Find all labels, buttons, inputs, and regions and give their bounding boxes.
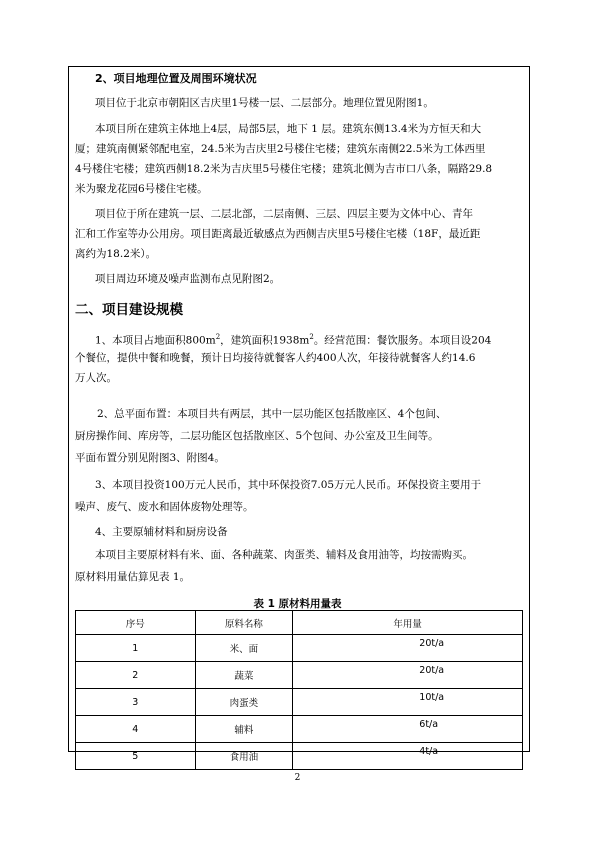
table-cell: 4 bbox=[76, 716, 196, 743]
paragraph-line: 平面布置分别见附图3、附图4。 bbox=[75, 452, 225, 464]
page-number: 2 bbox=[294, 773, 301, 783]
paragraph-line: 厨房操作间、库房等，二层功能区包括散座区、5个包间、办公室及卫生间等。 bbox=[75, 430, 439, 442]
table-cell: 5 bbox=[76, 743, 196, 770]
table-cell: 10t/a bbox=[293, 689, 523, 716]
table-row bbox=[76, 662, 523, 689]
paragraph-line: 4、主要原辅材料和厨房设备 bbox=[95, 526, 228, 538]
header-cell: 序号 bbox=[76, 611, 196, 635]
paragraph-line: 离约为18.2米）。 bbox=[75, 248, 157, 260]
table-cell: 20t/a bbox=[293, 635, 523, 662]
table-cell: 肉蛋类 bbox=[195, 689, 293, 716]
paragraph-line: 本项目所在建筑主体地上4层，局部5层，地下 1 层。建筑东侧13.4米为方恒天和大 bbox=[95, 123, 482, 135]
section-heading: 2、项目地理位置及周围环境状况 bbox=[95, 72, 257, 85]
paragraph-line: 1、本项目占地面积$800m^2$，建筑面积$1938m^2$。经营范围：餐饮服务。本项目设204 bbox=[95, 333, 492, 347]
table-cell: 食用油 bbox=[195, 743, 293, 770]
paragraph-line: 噪声、废气、废水和固体废物处理等。 bbox=[75, 501, 254, 513]
paragraph-line: 项目周边环境及噪声监测布点见附图2。 bbox=[95, 273, 281, 285]
table-cell: 辅料 bbox=[195, 716, 293, 743]
table-cell: 米、面 bbox=[195, 635, 293, 662]
table-cell: 3 bbox=[76, 689, 196, 716]
paragraph-line: 3、本项目投资100万元人民币，其中环保投资7.05万元人民币。环保投资主要用于 bbox=[95, 479, 482, 491]
table-cell: 4t/a bbox=[293, 743, 523, 770]
paragraph-line: 厦；建筑南侧紧邻配电室，24.5米为吉庆里2号楼住宅楼；建筑东南侧22.5米为工体西里 bbox=[75, 143, 486, 155]
table-cell: 20t/a bbox=[293, 662, 523, 689]
header-cell: 年用量 bbox=[293, 611, 523, 635]
table-caption: 表 1 原材料用量表 bbox=[253, 598, 342, 610]
table-row bbox=[76, 689, 523, 716]
table-cell: 蔬菜 bbox=[195, 662, 293, 689]
paragraph-line: 米为聚龙花园6号楼住宅楼。 bbox=[75, 183, 208, 195]
paragraph-line: 原材料用量估算见表 1。 bbox=[75, 571, 191, 583]
header-cell: 原料名称 bbox=[195, 611, 293, 635]
paragraph-line: 本项目主要原材料有米、面、各种蔬菜、肉蛋类、辅料及食用油等，均按需购买。 bbox=[95, 549, 473, 561]
table-cell: 1 bbox=[76, 635, 196, 662]
table-row bbox=[76, 635, 523, 662]
paragraph-line: 项目位于所在建筑一层、二层北部，二层南侧、三层、四层主要为文体中心、青年 bbox=[95, 208, 473, 220]
table-header-row bbox=[76, 611, 523, 635]
paragraph-line: 4号楼住宅楼；建筑西侧18.2米为吉庆里5号楼住宅楼；建筑北侧为吉市口八条，隔路29.8 bbox=[75, 163, 493, 175]
paragraph-line: 万人次。 bbox=[75, 372, 117, 384]
paragraph-line: 个餐位，提供中餐和晚餐，预计日均接待就餐客人约400人次，年接待就餐客人约14.6 bbox=[75, 352, 476, 364]
paragraph-line: 汇和工作室等办公用房。项目距离最近敏感点为西侧吉庆里5号楼住宅楼（18F，最近距 bbox=[75, 228, 481, 240]
table-cell: 6t/a bbox=[293, 716, 523, 743]
table-row bbox=[76, 743, 523, 770]
paragraph-line: 2、总平面布置：本项目共有两层，其中一层功能区包括散座区、4个包间、 bbox=[97, 408, 447, 420]
section-title: 二、项目建设规模 bbox=[75, 302, 183, 318]
materials-table bbox=[75, 610, 523, 770]
table-row bbox=[76, 716, 523, 743]
paragraph-line: 项目位于北京市朝阳区吉庆里1号楼一层、二层部分。地理位置见附图1。 bbox=[95, 97, 434, 109]
table-cell: 2 bbox=[76, 662, 196, 689]
